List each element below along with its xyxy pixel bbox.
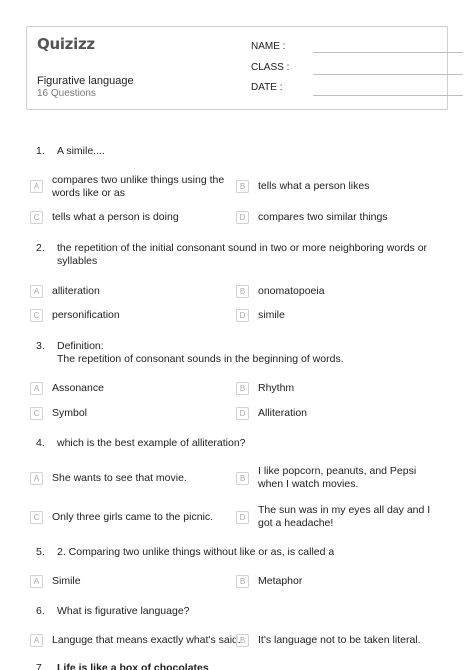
option-letter-badge: C bbox=[30, 211, 43, 224]
option-text: The sun was in my eyes all day and I got a headache! bbox=[258, 504, 431, 529]
option-letter-badge: D bbox=[236, 407, 249, 420]
question-number: 3. bbox=[36, 340, 45, 352]
option-letter-badge: A bbox=[30, 634, 43, 647]
question-text: which is the best example of alliteration? bbox=[57, 437, 246, 449]
option-text: Only three girls came to the picnic. bbox=[52, 511, 214, 523]
option-text: Assonance bbox=[52, 382, 104, 394]
option-letter-badge: A bbox=[30, 285, 43, 298]
option-text: It's language not to be taken literal. bbox=[258, 634, 421, 646]
option-letter-badge: A bbox=[30, 382, 43, 395]
option-letter-badge: C bbox=[30, 407, 43, 420]
option-letter-badge: A bbox=[30, 472, 43, 485]
option-letter-badge: B bbox=[236, 285, 249, 298]
option-letter-badge: A bbox=[30, 575, 43, 588]
option-letter-badge: C bbox=[30, 511, 43, 524]
date-label: DATE : bbox=[251, 82, 283, 93]
option-text: Symbol bbox=[52, 407, 88, 419]
option-text: compares two unlike things using the words like or as bbox=[52, 174, 225, 199]
option-text: personification bbox=[52, 309, 120, 321]
question-number: 4. bbox=[36, 437, 45, 449]
quizizz-logo: Quizizz bbox=[37, 35, 95, 53]
name-field[interactable] bbox=[313, 52, 463, 53]
option-text: alliteration bbox=[52, 285, 100, 297]
question-text: 2. Comparing two unlike things without like or as, is called a bbox=[57, 546, 335, 558]
option-letter-badge: B bbox=[236, 575, 249, 588]
question-text-line-1: Definition: bbox=[57, 340, 104, 352]
worksheet-title: Figurative language bbox=[37, 75, 134, 87]
option-text: Simile bbox=[52, 575, 81, 587]
option-letter-badge: D bbox=[236, 211, 249, 224]
question-number: 5. bbox=[36, 546, 45, 558]
question-number: 6. bbox=[36, 605, 45, 617]
option-text: Rhythm bbox=[258, 382, 295, 394]
option-letter-badge: A bbox=[30, 180, 43, 193]
option-letter-badge: D bbox=[236, 309, 249, 322]
class-label: CLASS : bbox=[251, 62, 290, 73]
question-text: What is figurative language? bbox=[57, 605, 190, 617]
question-text: Life is like a box of chocolates bbox=[57, 662, 209, 670]
option-text: Metaphor bbox=[258, 575, 303, 587]
date-field[interactable] bbox=[313, 95, 463, 96]
question-text-line-2: The repetition of consonant sounds in the beginning of words. bbox=[57, 353, 344, 365]
option-text: tells what a person likes bbox=[258, 180, 370, 192]
option-letter-badge: B bbox=[236, 472, 249, 485]
option-letter-badge: B bbox=[236, 634, 249, 647]
option-text: tells what a person is doing bbox=[52, 211, 179, 223]
option-text: compares two similar things bbox=[258, 211, 388, 223]
option-text: onomatopoeia bbox=[258, 285, 325, 297]
class-field[interactable] bbox=[313, 74, 463, 75]
question-number: 7. bbox=[36, 662, 45, 670]
worksheet-header bbox=[26, 26, 448, 110]
name-label: NAME : bbox=[251, 41, 286, 52]
option-letter-badge: B bbox=[236, 382, 249, 395]
question-number: 1. bbox=[36, 145, 45, 157]
option-text: Languge that means exactly what's said. bbox=[52, 634, 241, 646]
question-text: A simile.... bbox=[57, 145, 105, 157]
option-text: simile bbox=[258, 309, 285, 321]
option-text: She wants to see that movie. bbox=[52, 472, 187, 484]
option-text: Alliteration bbox=[258, 407, 308, 419]
question-number: 2. bbox=[36, 242, 45, 254]
question-text: the repetition of the initial consonant sound in two or more neighboring words or syllables bbox=[57, 242, 428, 267]
option-text: I like popcorn, peanuts, and Pepsi when I watch movies. bbox=[258, 465, 417, 490]
option-letter-badge: B bbox=[236, 180, 249, 193]
option-letter-badge: D bbox=[236, 511, 249, 524]
option-letter-badge: C bbox=[30, 309, 43, 322]
question-count: 16 Questions bbox=[37, 88, 96, 99]
